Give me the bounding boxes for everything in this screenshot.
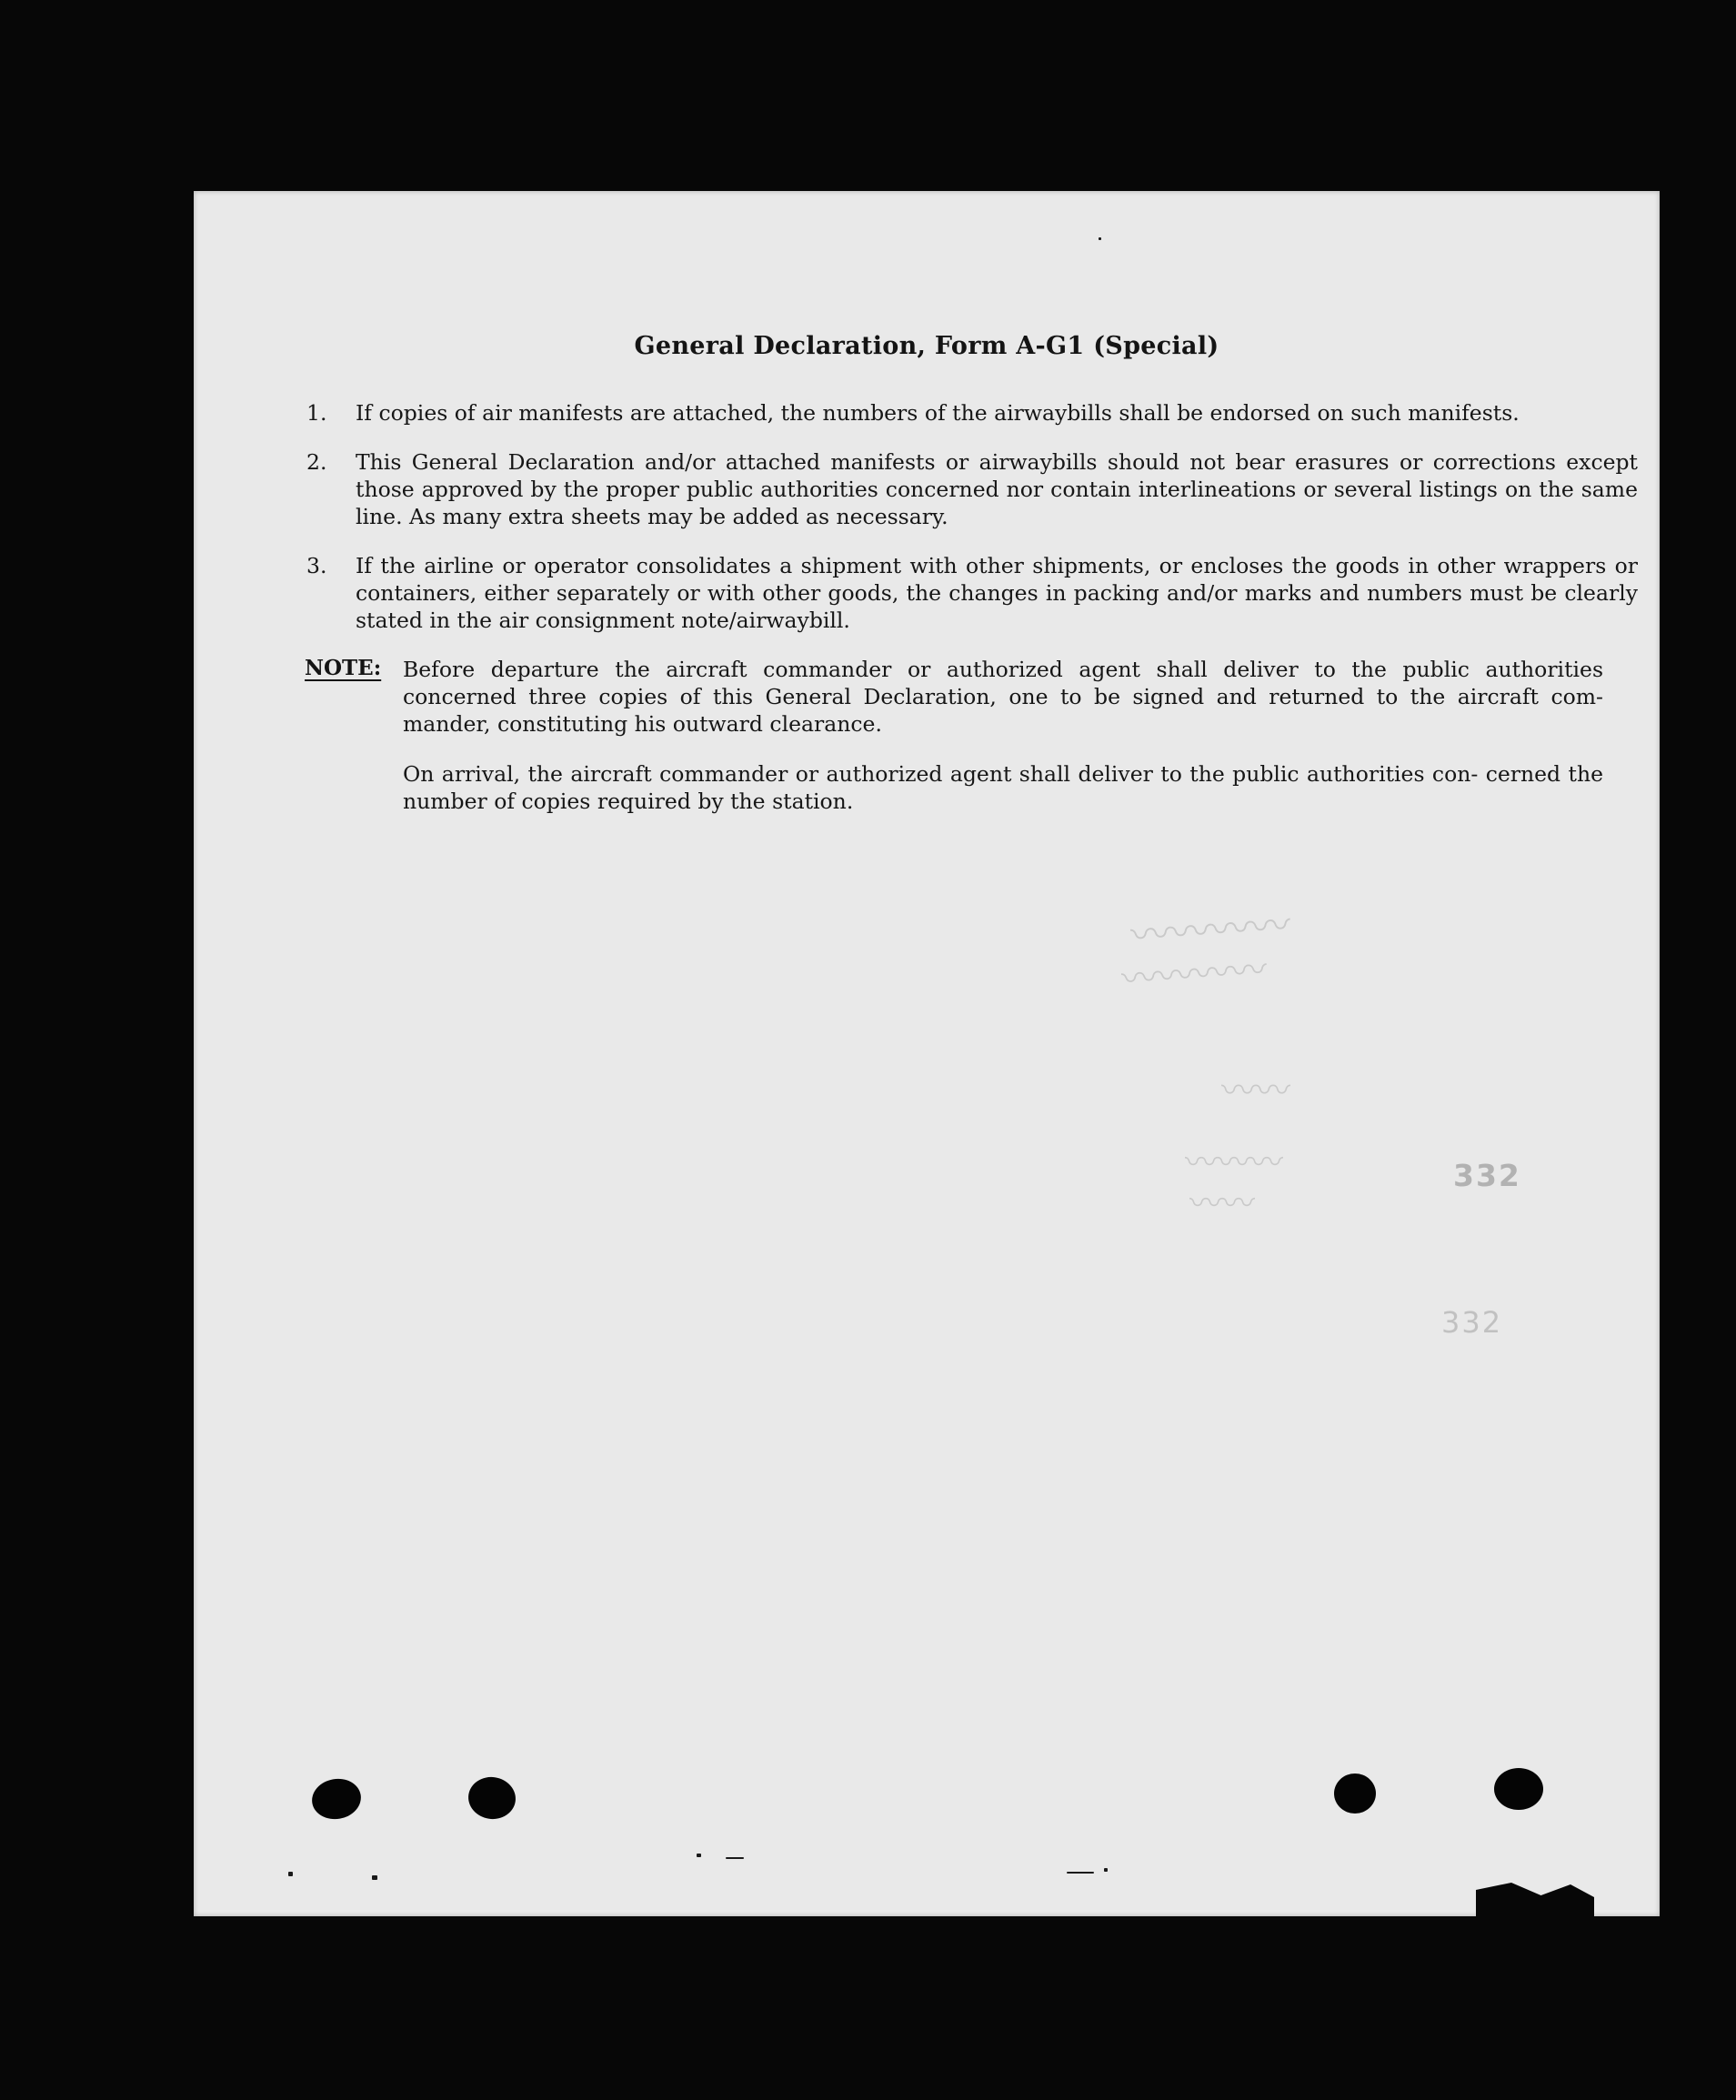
punch-hole bbox=[1494, 1768, 1543, 1810]
item-number: 3. bbox=[306, 553, 327, 578]
item-number: 2. bbox=[306, 449, 327, 475]
page-number-stamp: 332 bbox=[1441, 1305, 1503, 1340]
show-through-mark: 〰〰〰〰 bbox=[1119, 949, 1269, 1001]
item-text: If the airline or operator consolidates a shipment with other shipments, or encloses the goods in other wrappers or containers, either separately or with other goods, the changes in packing and/or marks and numbers must be clearly stated in the air consignment note/airwaybill. bbox=[356, 553, 1638, 633]
speck bbox=[372, 1875, 377, 1880]
punch-hole bbox=[466, 1774, 518, 1823]
speck bbox=[288, 1872, 293, 1876]
show-through-mark: 〰〰 bbox=[1221, 1070, 1291, 1110]
document-title: General Declaration, Form A-G1 (Special) bbox=[634, 332, 1219, 360]
speck bbox=[726, 1857, 744, 1859]
speck bbox=[697, 1854, 701, 1857]
page-number-stamp: 332 bbox=[1453, 1158, 1521, 1193]
list-item bbox=[306, 399, 1652, 428]
torn-corner bbox=[1476, 1883, 1594, 1919]
punch-hole bbox=[1334, 1773, 1376, 1814]
show-through-mark: 〰〰 bbox=[1189, 1185, 1256, 1222]
note-label: NOTE: bbox=[305, 656, 382, 680]
speck bbox=[1099, 237, 1101, 240]
speck bbox=[1067, 1872, 1094, 1874]
item-number: 1. bbox=[306, 400, 327, 426]
note-paragraph: On arrival, the aircraft commander or authorized agent shall deliver to the public authorities con- cerned the number of copies required by the station. bbox=[403, 761, 1603, 814]
show-through-mark: 〰〰〰〰 bbox=[1129, 901, 1292, 960]
item-text: This General Declaration and/or attached manifests or airwaybills should not bear erasures or corrections except those approved by the proper public authorities concerned nor contain interlineations or several listings on the same line. As many extra sheets may be added as necessary. bbox=[356, 449, 1638, 529]
punch-hole bbox=[309, 1775, 365, 1824]
list-item bbox=[306, 448, 1652, 532]
speck bbox=[1104, 1868, 1108, 1872]
show-through-mark: 〰〰〰 bbox=[1185, 1144, 1284, 1181]
list-item bbox=[306, 552, 1652, 636]
item-text: If copies of air manifests are attached, the numbers of the airwaybills shall be endorsed on such manifests. bbox=[356, 400, 1520, 426]
note-paragraph: Before departure the aircraft commander or authorized agent shall deliver to the public authorities concerned three copies of this General Declaration, one to be signed and returned to the aircraft com- mander, constituting his outward clearance. bbox=[403, 657, 1603, 737]
document-sheet bbox=[194, 191, 1660, 1916]
